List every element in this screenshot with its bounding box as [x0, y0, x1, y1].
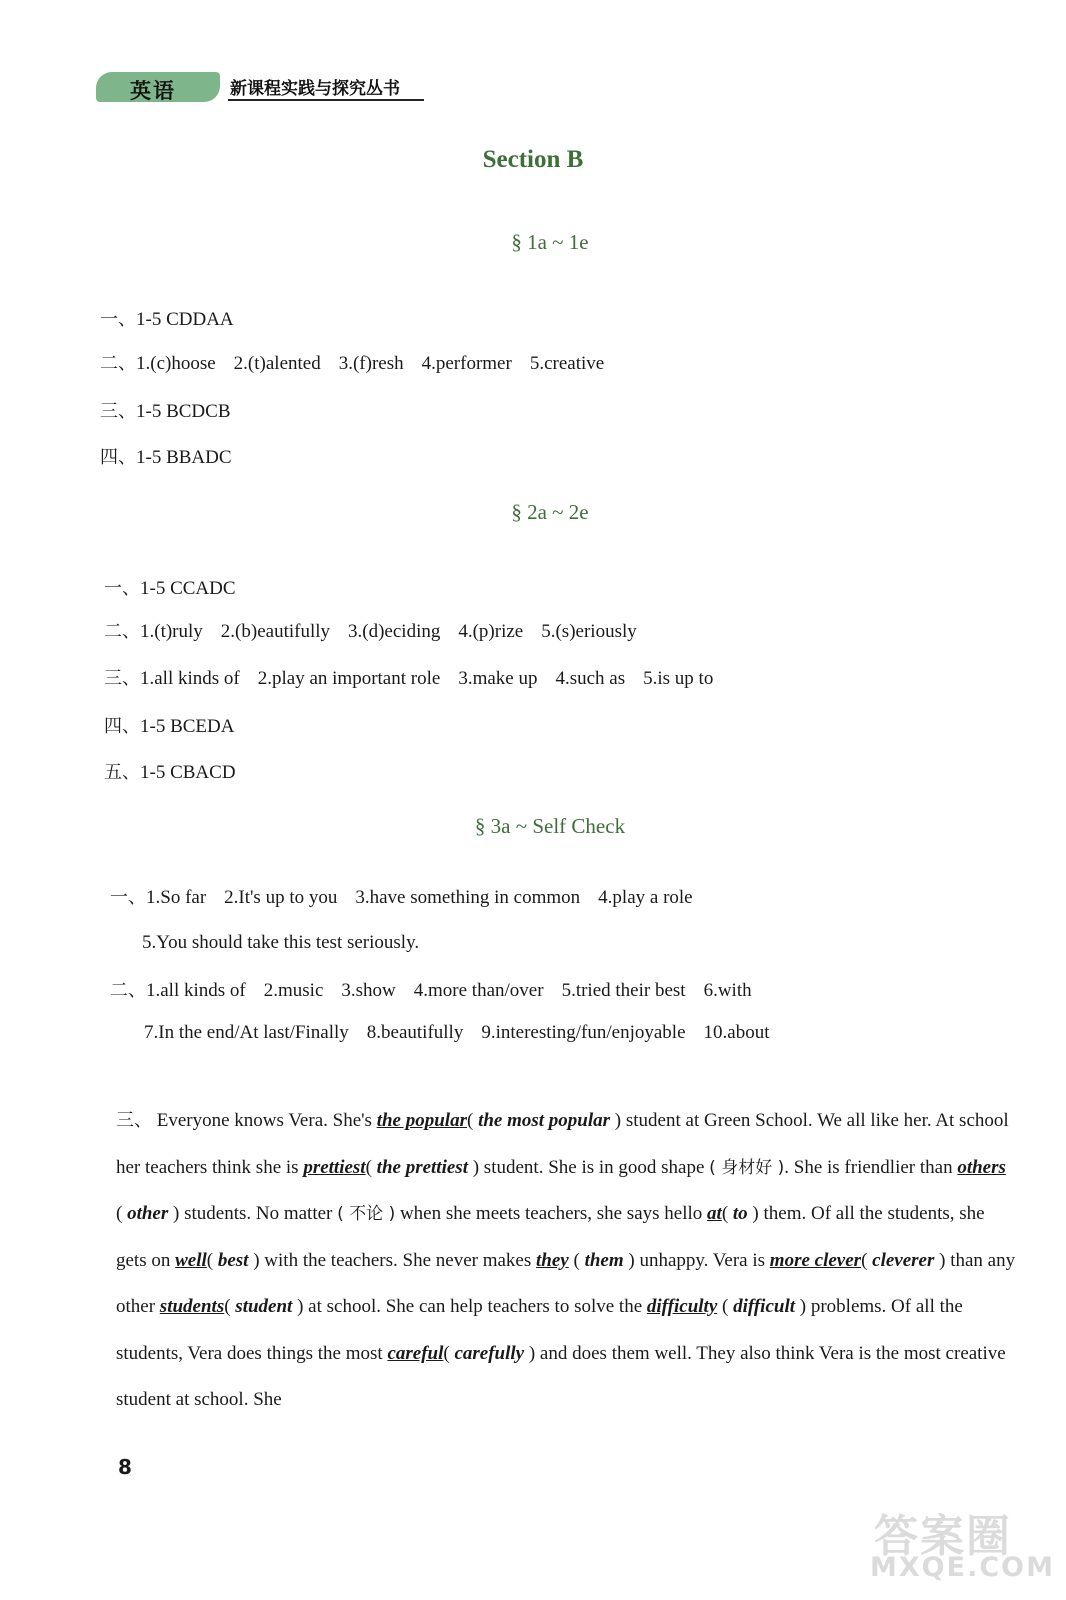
paragraph-text: ( — [717, 1296, 734, 1317]
subsection-title-3a-self-check: § 3a ~ Self Check — [474, 814, 626, 838]
answer-item: 5.You should take this test seriously. — [142, 932, 420, 953]
answer-item: 3.make up — [458, 668, 538, 689]
correction-word: cleverer — [872, 1249, 935, 1271]
wrong-word: well — [175, 1249, 207, 1271]
line-marker: 二、 — [100, 353, 136, 374]
paragraph-text: ) them. Of all the students, she gets on — [116, 1203, 985, 1271]
answer-line — [104, 574, 254, 600]
paragraph-text: ( — [206, 1249, 218, 1271]
answer-item: 2.music — [263, 980, 324, 1001]
page-number: 8 — [118, 1455, 132, 1479]
wrong-word: difficulty — [646, 1296, 718, 1317]
correction-word: the most popular — [478, 1110, 611, 1131]
wrong-word: at — [707, 1203, 722, 1224]
line-marker: 一、 — [100, 309, 136, 330]
answer-item: 4.performer — [421, 353, 512, 374]
paragraph-text: ( — [861, 1249, 873, 1271]
answer-item: 2.It's up to you — [224, 887, 338, 908]
answer-item: 7.In the end/At last/Finally — [144, 1022, 349, 1043]
wrong-word: students — [159, 1296, 225, 1317]
answer-line — [110, 883, 711, 909]
paragraph-text: ( — [568, 1249, 585, 1271]
line-marker: 二、 — [104, 621, 140, 642]
page-header — [96, 68, 436, 104]
answer-item: 9.interesting/fun/enjoyable — [481, 1022, 686, 1043]
answer-item: 1.all kinds of — [140, 668, 240, 689]
wrong-word: others — [957, 1156, 1006, 1178]
paragraph-text: ) students. No matter — [168, 1203, 338, 1224]
line-marker: 四、 — [104, 716, 140, 737]
paragraph-text: ) student at Green School. We all like her. At school her teachers think she is — [116, 1110, 1009, 1178]
line-marker: 一、 — [110, 887, 146, 908]
correction-word: best — [217, 1249, 249, 1271]
answer-item: 6.with — [703, 980, 752, 1001]
answer-item: 10.about — [703, 1022, 770, 1043]
wrong-word: careful — [387, 1342, 444, 1364]
answer-item: 3.have something in common — [355, 887, 581, 908]
answer-item: 1.(t)ruly — [140, 621, 203, 642]
answer-line — [100, 349, 622, 375]
paragraph-text: ( — [365, 1156, 377, 1178]
line-marker: 三、 — [116, 1110, 152, 1131]
correction-word: them — [584, 1249, 624, 1271]
answer-line — [100, 443, 250, 469]
subject-tab — [96, 72, 220, 102]
correction-word: other — [127, 1203, 169, 1224]
answer-item: 5.tried their best — [561, 980, 686, 1001]
answer-item: 5.(s)eriously — [541, 621, 637, 642]
wrong-word: more clever — [769, 1249, 862, 1271]
paragraph-text: ) at school. She can help teachers to solve the — [292, 1296, 647, 1317]
answer-line — [110, 976, 770, 1002]
chinese-gloss: ( 身材好 ) — [709, 1157, 785, 1178]
answer-line — [144, 1022, 788, 1044]
paragraph-text: ) student. She is in good shape — [467, 1156, 710, 1178]
answer-item: 2.(t)alented — [233, 353, 321, 374]
watermark-logo — [868, 1500, 1055, 1590]
paragraph-text: ( — [443, 1342, 455, 1364]
section-title: Section B — [482, 146, 584, 173]
correction-word: the prettiest — [376, 1156, 468, 1178]
correction-word: difficult — [733, 1296, 796, 1317]
answer-item: 1.(c)hoose — [136, 353, 216, 374]
line-marker: 五、 — [104, 762, 140, 783]
answer-item: 1-5 BCDCB — [136, 401, 231, 422]
paragraph-text: ( — [224, 1296, 236, 1317]
paragraph-text: ( — [116, 1203, 128, 1224]
answer-line — [142, 932, 437, 954]
line-marker: 一、 — [104, 578, 140, 599]
answer-item: 1.all kinds of — [146, 980, 246, 1001]
answer-item: 4.more than/over — [413, 980, 544, 1001]
subsection-title-2a-2e: § 2a ~ 2e — [511, 500, 589, 524]
paragraph-text: ) problems. Of all the students, Vera does things the most — [116, 1296, 963, 1364]
paragraph-text: ) and does them well. They also think Vera is the most creative student at school. She — [116, 1342, 1006, 1410]
answer-item: 8.beautifully — [366, 1022, 464, 1043]
chinese-gloss: ( 不论 ) — [337, 1204, 396, 1224]
paragraph-text: ) unhappy. Vera is — [623, 1249, 770, 1271]
answer-item: 2.play an important role — [257, 668, 441, 689]
answer-item: 3.(d)eciding — [348, 621, 441, 642]
wrong-word: they — [536, 1249, 569, 1271]
answer-item: 3.show — [341, 980, 396, 1001]
answer-item: 4.play a role — [598, 887, 693, 908]
paragraph-text: ( — [721, 1203, 733, 1224]
watermark-text-bottom: MXQE.COM — [870, 1552, 1055, 1583]
line-marker: 四、 — [100, 447, 136, 468]
answer-item: 1-5 CDDAA — [136, 309, 234, 330]
correction-word: to — [732, 1203, 748, 1224]
line-marker: 三、 — [104, 668, 140, 689]
correction-word: carefully — [454, 1342, 525, 1364]
paragraph-text: . She is friendlier than — [784, 1156, 958, 1178]
watermark-text-top: 答案圈 — [874, 1511, 1012, 1562]
answer-item: 1-5 BCEDA — [140, 716, 235, 737]
answer-item: 1-5 CBACD — [140, 762, 236, 783]
wrong-word: the popular — [376, 1110, 467, 1131]
subject-label: 英语 — [130, 79, 176, 103]
paragraph-text: ) with the teachers. She never makes — [248, 1249, 537, 1271]
wrong-word: prettiest — [303, 1156, 366, 1178]
answer-line — [104, 712, 252, 738]
series-title: 新课程实践与探究丛书 — [230, 79, 400, 99]
paragraph-text: when she meets teachers, she says hello — [395, 1203, 708, 1224]
correction-word: student — [235, 1296, 293, 1317]
answer-item: 1-5 BBADC — [136, 447, 232, 468]
answer-line — [104, 758, 254, 784]
answer-line — [100, 305, 252, 331]
answer-line — [104, 664, 731, 690]
answer-item: 4.such as — [555, 668, 626, 689]
line-marker: 二、 — [110, 980, 146, 1001]
paragraph-text: ( — [466, 1110, 479, 1131]
answer-item: 4.(p)rize — [458, 621, 524, 642]
answer-item: 3.(f)resh — [338, 353, 404, 374]
paragraph-text: ) than any other — [116, 1249, 1016, 1317]
answer-item: 5.is up to — [643, 668, 714, 689]
series-underline — [228, 99, 424, 101]
answer-line — [104, 617, 655, 643]
answer-item: 5.creative — [529, 353, 605, 374]
answer-line — [100, 397, 249, 423]
paragraph-text: Everyone knows Vera. She's — [156, 1110, 377, 1131]
answer-item: 1-5 CCADC — [140, 578, 236, 599]
line-marker: 三、 — [100, 401, 136, 422]
answer-item: 2.(b)eautifully — [220, 621, 331, 642]
answer-item: 1.So far — [146, 887, 207, 908]
error-correction-paragraph — [116, 1098, 1016, 1424]
subsection-title-1a-1e: § 1a ~ 1e — [511, 230, 589, 254]
